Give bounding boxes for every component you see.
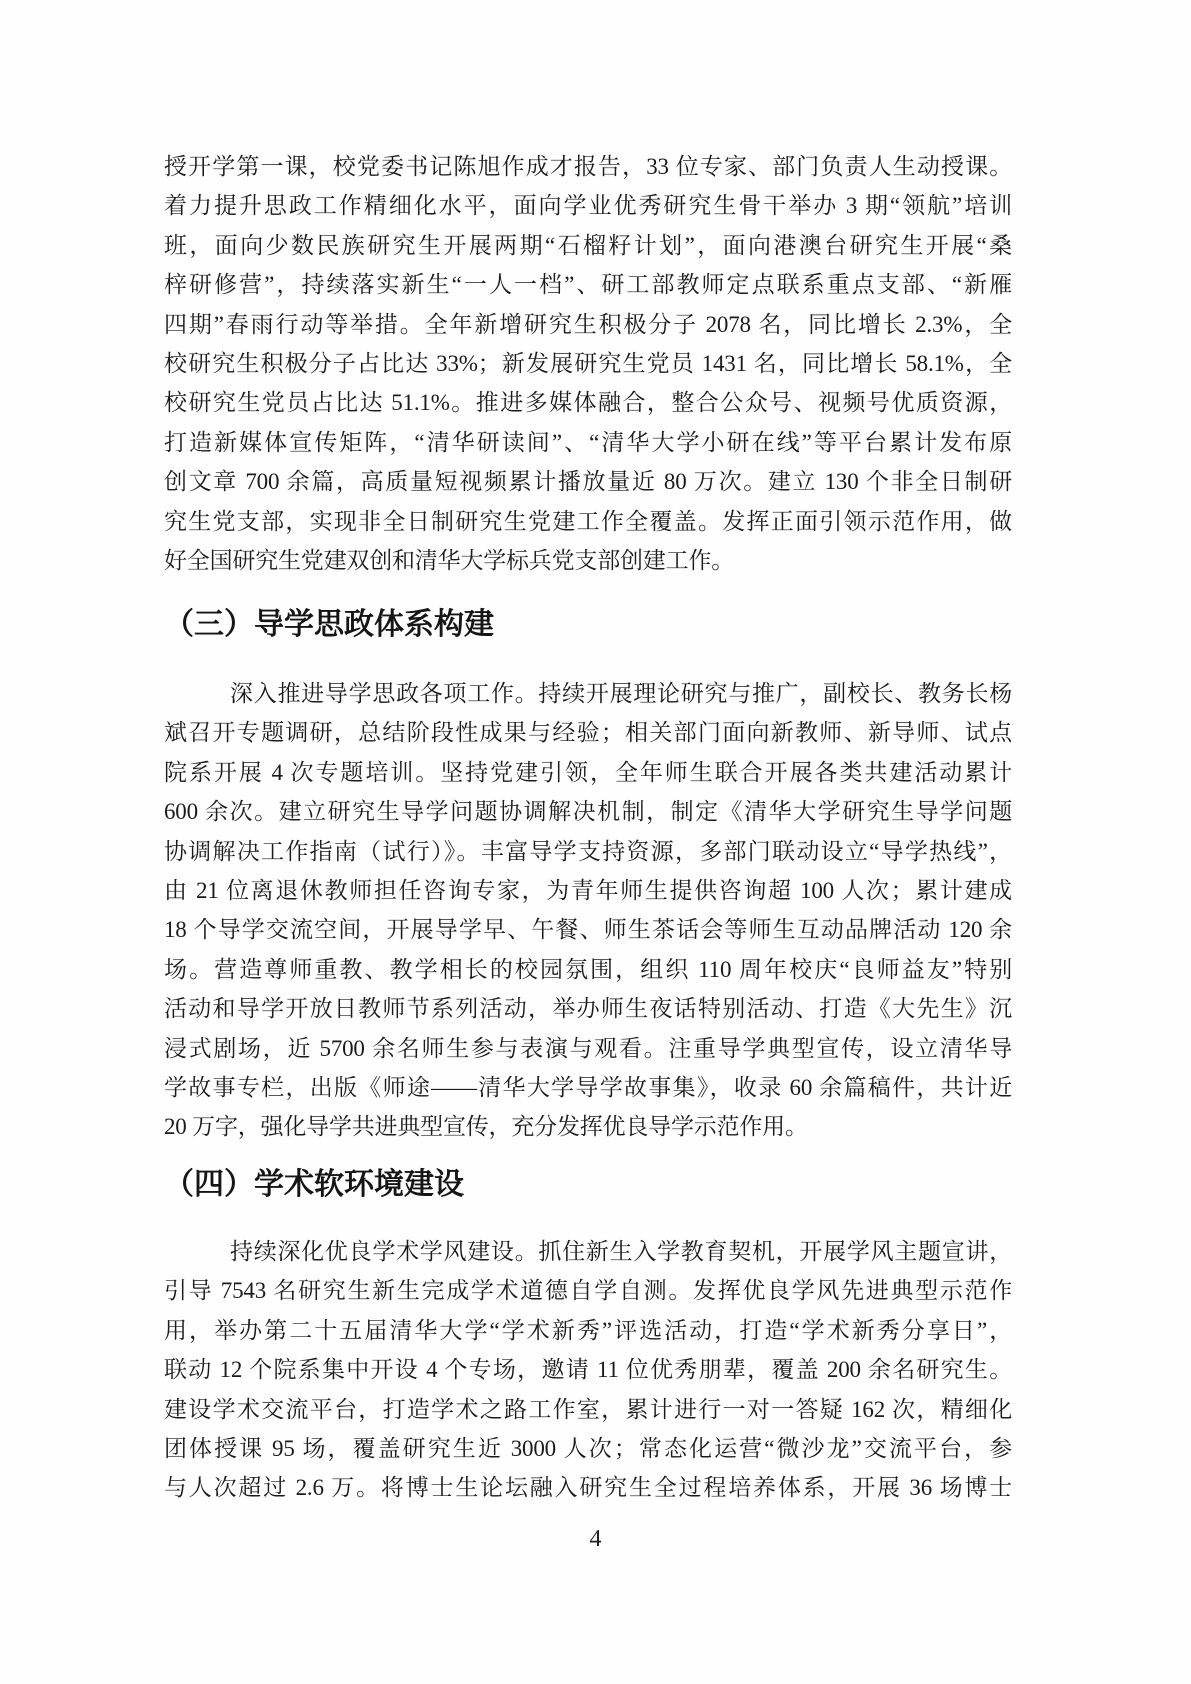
section-heading-4: （四）学术软环境建设 <box>164 1168 464 1201</box>
text-line: 院系开展 4 次专题培训。坚持党建引领，全年师生联合开展各类共建活动累计 <box>164 759 1012 785</box>
text-line: 浸式剧场，近 5700 余名师生参与表演与观看。注重导学典型宣传，设立清华导 <box>164 1035 1012 1061</box>
page-number: 4 <box>589 1526 602 1552</box>
text-line: 联动 12 个院系集中开设 4 个专场，邀请 11 位优秀朋辈，覆盖 200 余名研究生。 <box>164 1357 1012 1383</box>
text-line: 四期”春雨行动等举措。全年新增研究生积极分子 2078 名，同比增长 2.3%，全 <box>164 311 1012 337</box>
text-line: 着力提升思政工作精细化水平，面向学业优秀研究生骨干举办 3 期“领航”培训 <box>164 193 1012 219</box>
text-line: 20 万字，强化导学共进典型宣传，充分发挥优良导学示范作用。 <box>164 1114 808 1140</box>
text-line: 究生党支部，实现非全日制研究生党建工作全覆盖。发挥正面引领示范作用，做 <box>164 508 1012 534</box>
text-line: 用，举办第二十五届清华大学“学术新秀”评选活动，打造“学术新秀分享日”， <box>164 1317 1012 1343</box>
text-line: 梓研修营”，持续落实新生“一人一档”、研工部教师定点联系重点支部、“新雁 <box>164 272 1012 298</box>
text-line: 活动和导学开放日教师节系列活动，举办师生夜话特别活动、打造《大先生》沉 <box>164 996 1012 1022</box>
text-line: 建设学术交流平台，打造学术之路工作室，累计进行一对一答疑 162 次，精细化 <box>164 1396 1012 1422</box>
section-heading-3: （三）导学思政体系构建 <box>164 608 494 641</box>
text-line: 斌召开专题调研，总结阶段性成果与经验；相关部门面向新教师、新导师、试点 <box>164 720 1012 746</box>
text-line: 班，面向少数民族研究生开展两期“石榴籽计划”，面向港澳台研究生开展“桑 <box>164 232 1012 258</box>
text-line: 打造新媒体宣传矩阵，“清华研读间”、“清华大学小研在线”等平台累计发布原 <box>164 429 1012 455</box>
paragraph-section-3 <box>164 674 1012 1147</box>
text-line: 由 21 位离退休教师担任咨询专家，为青年师生提供咨询超 100 人次；累计建成 <box>164 877 1012 903</box>
text-line: 校研究生党员占比达 51.1%。推进多媒体融合，整合公众号、视频号优质资源， <box>164 390 1012 416</box>
text-line: 协调解决工作指南（试行）》。丰富导学支持资源，多部门联动设立“导学热线”， <box>164 838 1012 864</box>
text-line: 场。营造尊师重教、教学相长的校园氛围，组织 110 周年校庆“良师益友”特别 <box>164 956 1012 982</box>
text-line: 18 个导学交流空间，开展导学早、午餐、师生茶话会等师生互动品牌活动 120 余 <box>164 917 1012 943</box>
text-line: 与人次超过 2.6 万。将博士生论坛融入研究生全过程培养体系，开展 36 场博士 <box>164 1475 1012 1501</box>
paragraph-section-4 <box>164 1232 1012 1508</box>
text-line: 好全国研究生党建双创和清华大学标兵党支部创建工作。 <box>164 547 735 573</box>
paragraph-intro <box>164 147 1012 580</box>
text-line: 深入推进导学思政各项工作。持续开展理论研究与推广，副校长、教务长杨 <box>230 681 1012 706</box>
text-line: 校研究生积极分子占比达 33%；新发展研究生党员 1431 名，同比增长 58.1%，全 <box>164 350 1012 376</box>
text-line: 创文章 700 余篇，高质量短视频累计播放量近 80 万次。建立 130 个非全日制研 <box>164 469 1012 495</box>
text-line: 授开学第一课，校党委书记陈旭作成才报告，33 位专家、部门负责人生动授课。 <box>164 154 1012 179</box>
text-line: 持续深化优良学术学风建设。抓住新生入学教育契机，开展学风主题宣讲， <box>230 1239 1012 1264</box>
text-line: 团体授课 95 场，覆盖研究生近 3000 人次；常态化运营“微沙龙”交流平台，参 <box>164 1435 1012 1461</box>
text-line: 学故事专栏，出版《师途——清华大学导学故事集》，收录 60 余篇稿件，共计近 <box>164 1074 1012 1100</box>
text-line: 引导 7543 名研究生新生完成学术道德自学自测。发挥优良学风先进典型示范作 <box>164 1278 1012 1304</box>
text-line: 600 余次。建立研究生导学问题协调解决机制，制定《清华大学研究生导学问题 <box>164 799 1012 825</box>
